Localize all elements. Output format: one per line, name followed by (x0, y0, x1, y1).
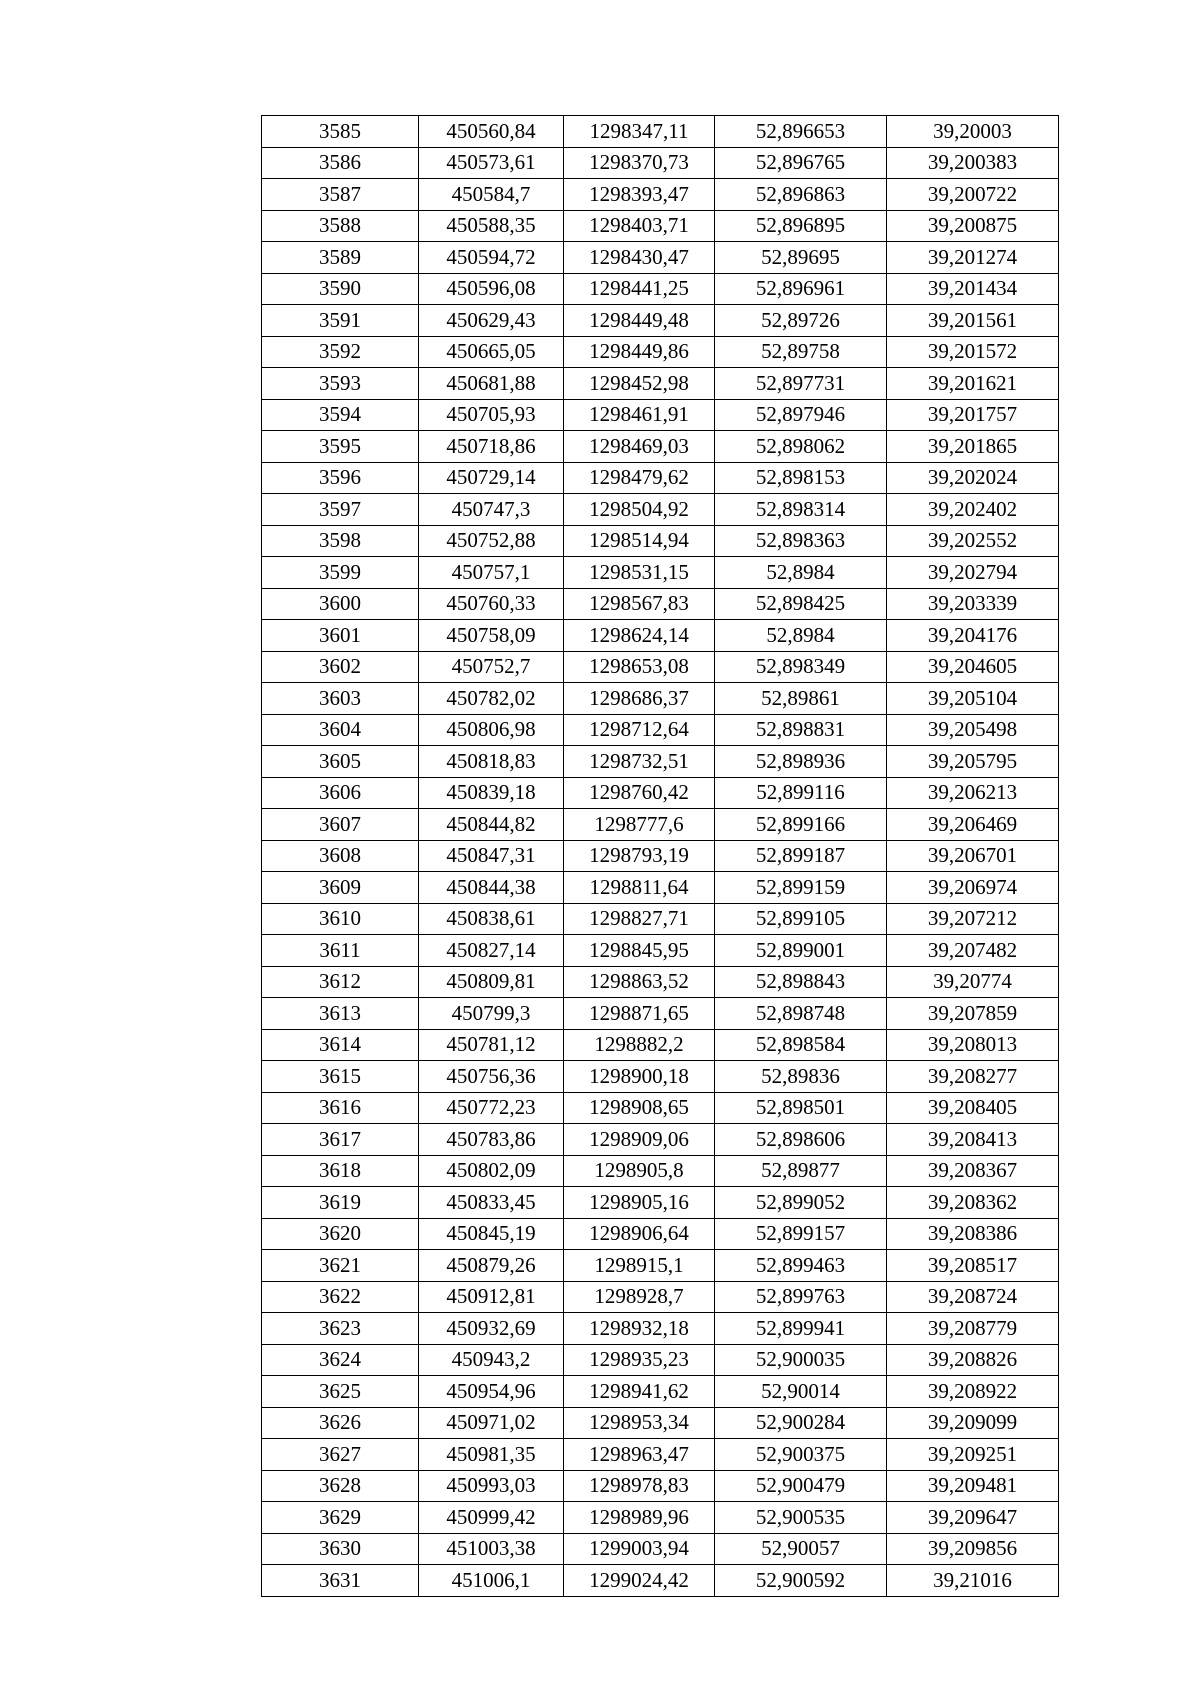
y-coordinate-cell: 1298712,64 (564, 714, 715, 746)
y-coordinate-cell: 1298978,83 (564, 1470, 715, 1502)
y-coordinate-cell: 1298653,08 (564, 651, 715, 683)
latitude-cell: 52,89861 (715, 683, 887, 715)
longitude-cell: 39,208386 (887, 1218, 1059, 1250)
x-coordinate-cell: 450596,08 (419, 273, 564, 305)
x-coordinate-cell: 450809,81 (419, 966, 564, 998)
x-coordinate-cell: 450752,88 (419, 525, 564, 557)
x-coordinate-cell: 450573,61 (419, 147, 564, 179)
table-row (262, 1281, 1059, 1313)
table-row (262, 1344, 1059, 1376)
point-number-cell: 3596 (262, 462, 419, 494)
x-coordinate-cell: 450781,12 (419, 1029, 564, 1061)
table-row (262, 1124, 1059, 1156)
x-coordinate-cell: 450718,86 (419, 431, 564, 463)
latitude-cell: 52,898606 (715, 1124, 887, 1156)
longitude-cell: 39,20774 (887, 966, 1059, 998)
latitude-cell: 52,8984 (715, 557, 887, 589)
longitude-cell: 39,201865 (887, 431, 1059, 463)
longitude-cell: 39,208405 (887, 1092, 1059, 1124)
table-row (262, 462, 1059, 494)
table-row (262, 273, 1059, 305)
longitude-cell: 39,207482 (887, 935, 1059, 967)
table-row (262, 557, 1059, 589)
latitude-cell: 52,896863 (715, 179, 887, 211)
x-coordinate-cell: 450783,86 (419, 1124, 564, 1156)
y-coordinate-cell: 1298449,86 (564, 336, 715, 368)
latitude-cell: 52,900035 (715, 1344, 887, 1376)
y-coordinate-cell: 1298441,25 (564, 273, 715, 305)
point-number-cell: 3610 (262, 903, 419, 935)
point-number-cell: 3626 (262, 1407, 419, 1439)
x-coordinate-cell: 450932,69 (419, 1313, 564, 1345)
point-number-cell: 3612 (262, 966, 419, 998)
point-number-cell: 3587 (262, 179, 419, 211)
table-row (262, 431, 1059, 463)
point-number-cell: 3608 (262, 840, 419, 872)
y-coordinate-cell: 1298909,06 (564, 1124, 715, 1156)
longitude-cell: 39,201434 (887, 273, 1059, 305)
x-coordinate-cell: 450844,38 (419, 872, 564, 904)
x-coordinate-cell: 450584,7 (419, 179, 564, 211)
point-number-cell: 3619 (262, 1187, 419, 1219)
y-coordinate-cell: 1298461,91 (564, 399, 715, 431)
x-coordinate-cell: 450845,19 (419, 1218, 564, 1250)
x-coordinate-cell: 450629,43 (419, 305, 564, 337)
table-row (262, 903, 1059, 935)
x-coordinate-cell: 450729,14 (419, 462, 564, 494)
latitude-cell: 52,899105 (715, 903, 887, 935)
table-row (262, 210, 1059, 242)
x-coordinate-cell: 450954,96 (419, 1376, 564, 1408)
table-row (262, 1155, 1059, 1187)
longitude-cell: 39,20003 (887, 116, 1059, 148)
table-row (262, 1376, 1059, 1408)
y-coordinate-cell: 1298449,48 (564, 305, 715, 337)
latitude-cell: 52,898363 (715, 525, 887, 557)
table-row (262, 116, 1059, 148)
latitude-cell: 52,89695 (715, 242, 887, 274)
latitude-cell: 52,900284 (715, 1407, 887, 1439)
x-coordinate-cell: 450757,1 (419, 557, 564, 589)
x-coordinate-cell: 450665,05 (419, 336, 564, 368)
point-number-cell: 3630 (262, 1533, 419, 1565)
y-coordinate-cell: 1298732,51 (564, 746, 715, 778)
table-row (262, 399, 1059, 431)
x-coordinate-cell: 450560,84 (419, 116, 564, 148)
point-number-cell: 3620 (262, 1218, 419, 1250)
longitude-cell: 39,208779 (887, 1313, 1059, 1345)
point-number-cell: 3598 (262, 525, 419, 557)
table-row (262, 1533, 1059, 1565)
longitude-cell: 39,201572 (887, 336, 1059, 368)
longitude-cell: 39,209099 (887, 1407, 1059, 1439)
longitude-cell: 39,208013 (887, 1029, 1059, 1061)
coordinates-table (261, 115, 1059, 1597)
point-number-cell: 3618 (262, 1155, 419, 1187)
y-coordinate-cell: 1298845,95 (564, 935, 715, 967)
point-number-cell: 3601 (262, 620, 419, 652)
point-number-cell: 3600 (262, 588, 419, 620)
table-row (262, 1565, 1059, 1597)
x-coordinate-cell: 450879,26 (419, 1250, 564, 1282)
longitude-cell: 39,206469 (887, 809, 1059, 841)
table-row (262, 1187, 1059, 1219)
y-coordinate-cell: 1298900,18 (564, 1061, 715, 1093)
point-number-cell: 3592 (262, 336, 419, 368)
table-row (262, 242, 1059, 274)
latitude-cell: 52,896765 (715, 147, 887, 179)
y-coordinate-cell: 1298963,47 (564, 1439, 715, 1471)
y-coordinate-cell: 1298479,62 (564, 462, 715, 494)
x-coordinate-cell: 450760,33 (419, 588, 564, 620)
table-row (262, 966, 1059, 998)
point-number-cell: 3590 (262, 273, 419, 305)
y-coordinate-cell: 1298504,92 (564, 494, 715, 526)
latitude-cell: 52,896895 (715, 210, 887, 242)
point-number-cell: 3589 (262, 242, 419, 274)
y-coordinate-cell: 1298989,96 (564, 1502, 715, 1534)
table-row (262, 651, 1059, 683)
y-coordinate-cell: 1299024,42 (564, 1565, 715, 1597)
table-row (262, 777, 1059, 809)
point-number-cell: 3594 (262, 399, 419, 431)
y-coordinate-cell: 1298908,65 (564, 1092, 715, 1124)
table-row (262, 1061, 1059, 1093)
point-number-cell: 3602 (262, 651, 419, 683)
x-coordinate-cell: 450844,82 (419, 809, 564, 841)
longitude-cell: 39,204605 (887, 651, 1059, 683)
table-row (262, 305, 1059, 337)
y-coordinate-cell: 1298370,73 (564, 147, 715, 179)
x-coordinate-cell: 450981,35 (419, 1439, 564, 1471)
y-coordinate-cell: 1298941,62 (564, 1376, 715, 1408)
x-coordinate-cell: 450818,83 (419, 746, 564, 778)
y-coordinate-cell: 1298882,2 (564, 1029, 715, 1061)
y-coordinate-cell: 1298863,52 (564, 966, 715, 998)
x-coordinate-cell: 450752,7 (419, 651, 564, 683)
latitude-cell: 52,89758 (715, 336, 887, 368)
x-coordinate-cell: 450782,02 (419, 683, 564, 715)
longitude-cell: 39,201561 (887, 305, 1059, 337)
y-coordinate-cell: 1298393,47 (564, 179, 715, 211)
y-coordinate-cell: 1298811,64 (564, 872, 715, 904)
longitude-cell: 39,207859 (887, 998, 1059, 1030)
latitude-cell: 52,898153 (715, 462, 887, 494)
point-number-cell: 3613 (262, 998, 419, 1030)
y-coordinate-cell: 1298567,83 (564, 588, 715, 620)
longitude-cell: 39,201621 (887, 368, 1059, 400)
longitude-cell: 39,207212 (887, 903, 1059, 935)
latitude-cell: 52,898584 (715, 1029, 887, 1061)
point-number-cell: 3621 (262, 1250, 419, 1282)
point-number-cell: 3624 (262, 1344, 419, 1376)
point-number-cell: 3593 (262, 368, 419, 400)
point-number-cell: 3588 (262, 210, 419, 242)
y-coordinate-cell: 1299003,94 (564, 1533, 715, 1565)
y-coordinate-cell: 1298514,94 (564, 525, 715, 557)
latitude-cell: 52,89877 (715, 1155, 887, 1187)
point-number-cell: 3631 (262, 1565, 419, 1597)
table-row (262, 1439, 1059, 1471)
x-coordinate-cell: 450681,88 (419, 368, 564, 400)
x-coordinate-cell: 450827,14 (419, 935, 564, 967)
table-row (262, 935, 1059, 967)
latitude-cell: 52,898748 (715, 998, 887, 1030)
table-row (262, 336, 1059, 368)
x-coordinate-cell: 450802,09 (419, 1155, 564, 1187)
latitude-cell: 52,898425 (715, 588, 887, 620)
coordinates-table-body (262, 116, 1059, 1597)
table-row (262, 1407, 1059, 1439)
table-row (262, 147, 1059, 179)
y-coordinate-cell: 1298928,7 (564, 1281, 715, 1313)
point-number-cell: 3628 (262, 1470, 419, 1502)
point-number-cell: 3607 (262, 809, 419, 841)
table-row (262, 998, 1059, 1030)
longitude-cell: 39,208277 (887, 1061, 1059, 1093)
latitude-cell: 52,898831 (715, 714, 887, 746)
y-coordinate-cell: 1298915,1 (564, 1250, 715, 1282)
latitude-cell: 52,899052 (715, 1187, 887, 1219)
x-coordinate-cell: 450847,31 (419, 840, 564, 872)
longitude-cell: 39,208922 (887, 1376, 1059, 1408)
longitude-cell: 39,205104 (887, 683, 1059, 715)
table-row (262, 1029, 1059, 1061)
x-coordinate-cell: 451003,38 (419, 1533, 564, 1565)
point-number-cell: 3614 (262, 1029, 419, 1061)
point-number-cell: 3585 (262, 116, 419, 148)
y-coordinate-cell: 1298935,23 (564, 1344, 715, 1376)
longitude-cell: 39,209481 (887, 1470, 1059, 1502)
y-coordinate-cell: 1298760,42 (564, 777, 715, 809)
y-coordinate-cell: 1298777,6 (564, 809, 715, 841)
y-coordinate-cell: 1298347,11 (564, 116, 715, 148)
x-coordinate-cell: 450594,72 (419, 242, 564, 274)
x-coordinate-cell: 450772,23 (419, 1092, 564, 1124)
longitude-cell: 39,202552 (887, 525, 1059, 557)
table-row (262, 1250, 1059, 1282)
x-coordinate-cell: 450758,09 (419, 620, 564, 652)
latitude-cell: 52,89726 (715, 305, 887, 337)
x-coordinate-cell: 450806,98 (419, 714, 564, 746)
table-row (262, 683, 1059, 715)
point-number-cell: 3595 (262, 431, 419, 463)
table-row (262, 368, 1059, 400)
latitude-cell: 52,90014 (715, 1376, 887, 1408)
y-coordinate-cell: 1298430,47 (564, 242, 715, 274)
point-number-cell: 3609 (262, 872, 419, 904)
table-row (262, 1313, 1059, 1345)
point-number-cell: 3617 (262, 1124, 419, 1156)
latitude-cell: 52,898501 (715, 1092, 887, 1124)
longitude-cell: 39,200722 (887, 179, 1059, 211)
longitude-cell: 39,208367 (887, 1155, 1059, 1187)
table-row (262, 1502, 1059, 1534)
y-coordinate-cell: 1298953,34 (564, 1407, 715, 1439)
table-row (262, 872, 1059, 904)
latitude-cell: 52,899166 (715, 809, 887, 841)
y-coordinate-cell: 1298624,14 (564, 620, 715, 652)
y-coordinate-cell: 1298469,03 (564, 431, 715, 463)
point-number-cell: 3591 (262, 305, 419, 337)
table-row (262, 1092, 1059, 1124)
latitude-cell: 52,899463 (715, 1250, 887, 1282)
x-coordinate-cell: 450839,18 (419, 777, 564, 809)
longitude-cell: 39,200875 (887, 210, 1059, 242)
y-coordinate-cell: 1298932,18 (564, 1313, 715, 1345)
point-number-cell: 3605 (262, 746, 419, 778)
latitude-cell: 52,898936 (715, 746, 887, 778)
longitude-cell: 39,208362 (887, 1187, 1059, 1219)
x-coordinate-cell: 450833,45 (419, 1187, 564, 1219)
latitude-cell: 52,898062 (715, 431, 887, 463)
latitude-cell: 52,898349 (715, 651, 887, 683)
latitude-cell: 52,90057 (715, 1533, 887, 1565)
x-coordinate-cell: 450993,03 (419, 1470, 564, 1502)
x-coordinate-cell: 450943,2 (419, 1344, 564, 1376)
latitude-cell: 52,900535 (715, 1502, 887, 1534)
x-coordinate-cell: 450756,36 (419, 1061, 564, 1093)
latitude-cell: 52,899157 (715, 1218, 887, 1250)
table-row (262, 840, 1059, 872)
longitude-cell: 39,209647 (887, 1502, 1059, 1534)
longitude-cell: 39,208724 (887, 1281, 1059, 1313)
table-row (262, 809, 1059, 841)
longitude-cell: 39,206701 (887, 840, 1059, 872)
point-number-cell: 3599 (262, 557, 419, 589)
point-number-cell: 3611 (262, 935, 419, 967)
table-row (262, 620, 1059, 652)
table-row (262, 714, 1059, 746)
longitude-cell: 39,206213 (887, 777, 1059, 809)
table-row (262, 588, 1059, 620)
longitude-cell: 39,209856 (887, 1533, 1059, 1565)
point-number-cell: 3625 (262, 1376, 419, 1408)
longitude-cell: 39,202794 (887, 557, 1059, 589)
latitude-cell: 52,8984 (715, 620, 887, 652)
y-coordinate-cell: 1298531,15 (564, 557, 715, 589)
y-coordinate-cell: 1298452,98 (564, 368, 715, 400)
point-number-cell: 3615 (262, 1061, 419, 1093)
point-number-cell: 3627 (262, 1439, 419, 1471)
latitude-cell: 52,898314 (715, 494, 887, 526)
point-number-cell: 3622 (262, 1281, 419, 1313)
point-number-cell: 3629 (262, 1502, 419, 1534)
x-coordinate-cell: 450588,35 (419, 210, 564, 242)
point-number-cell: 3603 (262, 683, 419, 715)
latitude-cell: 52,899116 (715, 777, 887, 809)
latitude-cell: 52,897731 (715, 368, 887, 400)
x-coordinate-cell: 450838,61 (419, 903, 564, 935)
latitude-cell: 52,900479 (715, 1470, 887, 1502)
table-row (262, 179, 1059, 211)
y-coordinate-cell: 1298403,71 (564, 210, 715, 242)
latitude-cell: 52,898843 (715, 966, 887, 998)
longitude-cell: 39,201757 (887, 399, 1059, 431)
x-coordinate-cell: 450747,3 (419, 494, 564, 526)
latitude-cell: 52,899763 (715, 1281, 887, 1313)
table-row (262, 494, 1059, 526)
point-number-cell: 3606 (262, 777, 419, 809)
longitude-cell: 39,200383 (887, 147, 1059, 179)
longitude-cell: 39,21016 (887, 1565, 1059, 1597)
y-coordinate-cell: 1298905,8 (564, 1155, 715, 1187)
x-coordinate-cell: 450999,42 (419, 1502, 564, 1534)
x-coordinate-cell: 450799,3 (419, 998, 564, 1030)
x-coordinate-cell: 450912,81 (419, 1281, 564, 1313)
y-coordinate-cell: 1298793,19 (564, 840, 715, 872)
point-number-cell: 3586 (262, 147, 419, 179)
latitude-cell: 52,896961 (715, 273, 887, 305)
latitude-cell: 52,89836 (715, 1061, 887, 1093)
longitude-cell: 39,205795 (887, 746, 1059, 778)
latitude-cell: 52,899187 (715, 840, 887, 872)
y-coordinate-cell: 1298686,37 (564, 683, 715, 715)
latitude-cell: 52,900375 (715, 1439, 887, 1471)
y-coordinate-cell: 1298871,65 (564, 998, 715, 1030)
point-number-cell: 3616 (262, 1092, 419, 1124)
table-row (262, 525, 1059, 557)
latitude-cell: 52,900592 (715, 1565, 887, 1597)
longitude-cell: 39,208517 (887, 1250, 1059, 1282)
latitude-cell: 52,899941 (715, 1313, 887, 1345)
latitude-cell: 52,896653 (715, 116, 887, 148)
longitude-cell: 39,208826 (887, 1344, 1059, 1376)
longitude-cell: 39,203339 (887, 588, 1059, 620)
longitude-cell: 39,202024 (887, 462, 1059, 494)
longitude-cell: 39,201274 (887, 242, 1059, 274)
latitude-cell: 52,899001 (715, 935, 887, 967)
x-coordinate-cell: 451006,1 (419, 1565, 564, 1597)
point-number-cell: 3604 (262, 714, 419, 746)
longitude-cell: 39,209251 (887, 1439, 1059, 1471)
y-coordinate-cell: 1298905,16 (564, 1187, 715, 1219)
y-coordinate-cell: 1298827,71 (564, 903, 715, 935)
point-number-cell: 3597 (262, 494, 419, 526)
longitude-cell: 39,204176 (887, 620, 1059, 652)
latitude-cell: 52,899159 (715, 872, 887, 904)
longitude-cell: 39,202402 (887, 494, 1059, 526)
table-row (262, 746, 1059, 778)
table-row (262, 1470, 1059, 1502)
y-coordinate-cell: 1298906,64 (564, 1218, 715, 1250)
longitude-cell: 39,206974 (887, 872, 1059, 904)
x-coordinate-cell: 450971,02 (419, 1407, 564, 1439)
longitude-cell: 39,208413 (887, 1124, 1059, 1156)
latitude-cell: 52,897946 (715, 399, 887, 431)
point-number-cell: 3623 (262, 1313, 419, 1345)
x-coordinate-cell: 450705,93 (419, 399, 564, 431)
longitude-cell: 39,205498 (887, 714, 1059, 746)
table-row (262, 1218, 1059, 1250)
